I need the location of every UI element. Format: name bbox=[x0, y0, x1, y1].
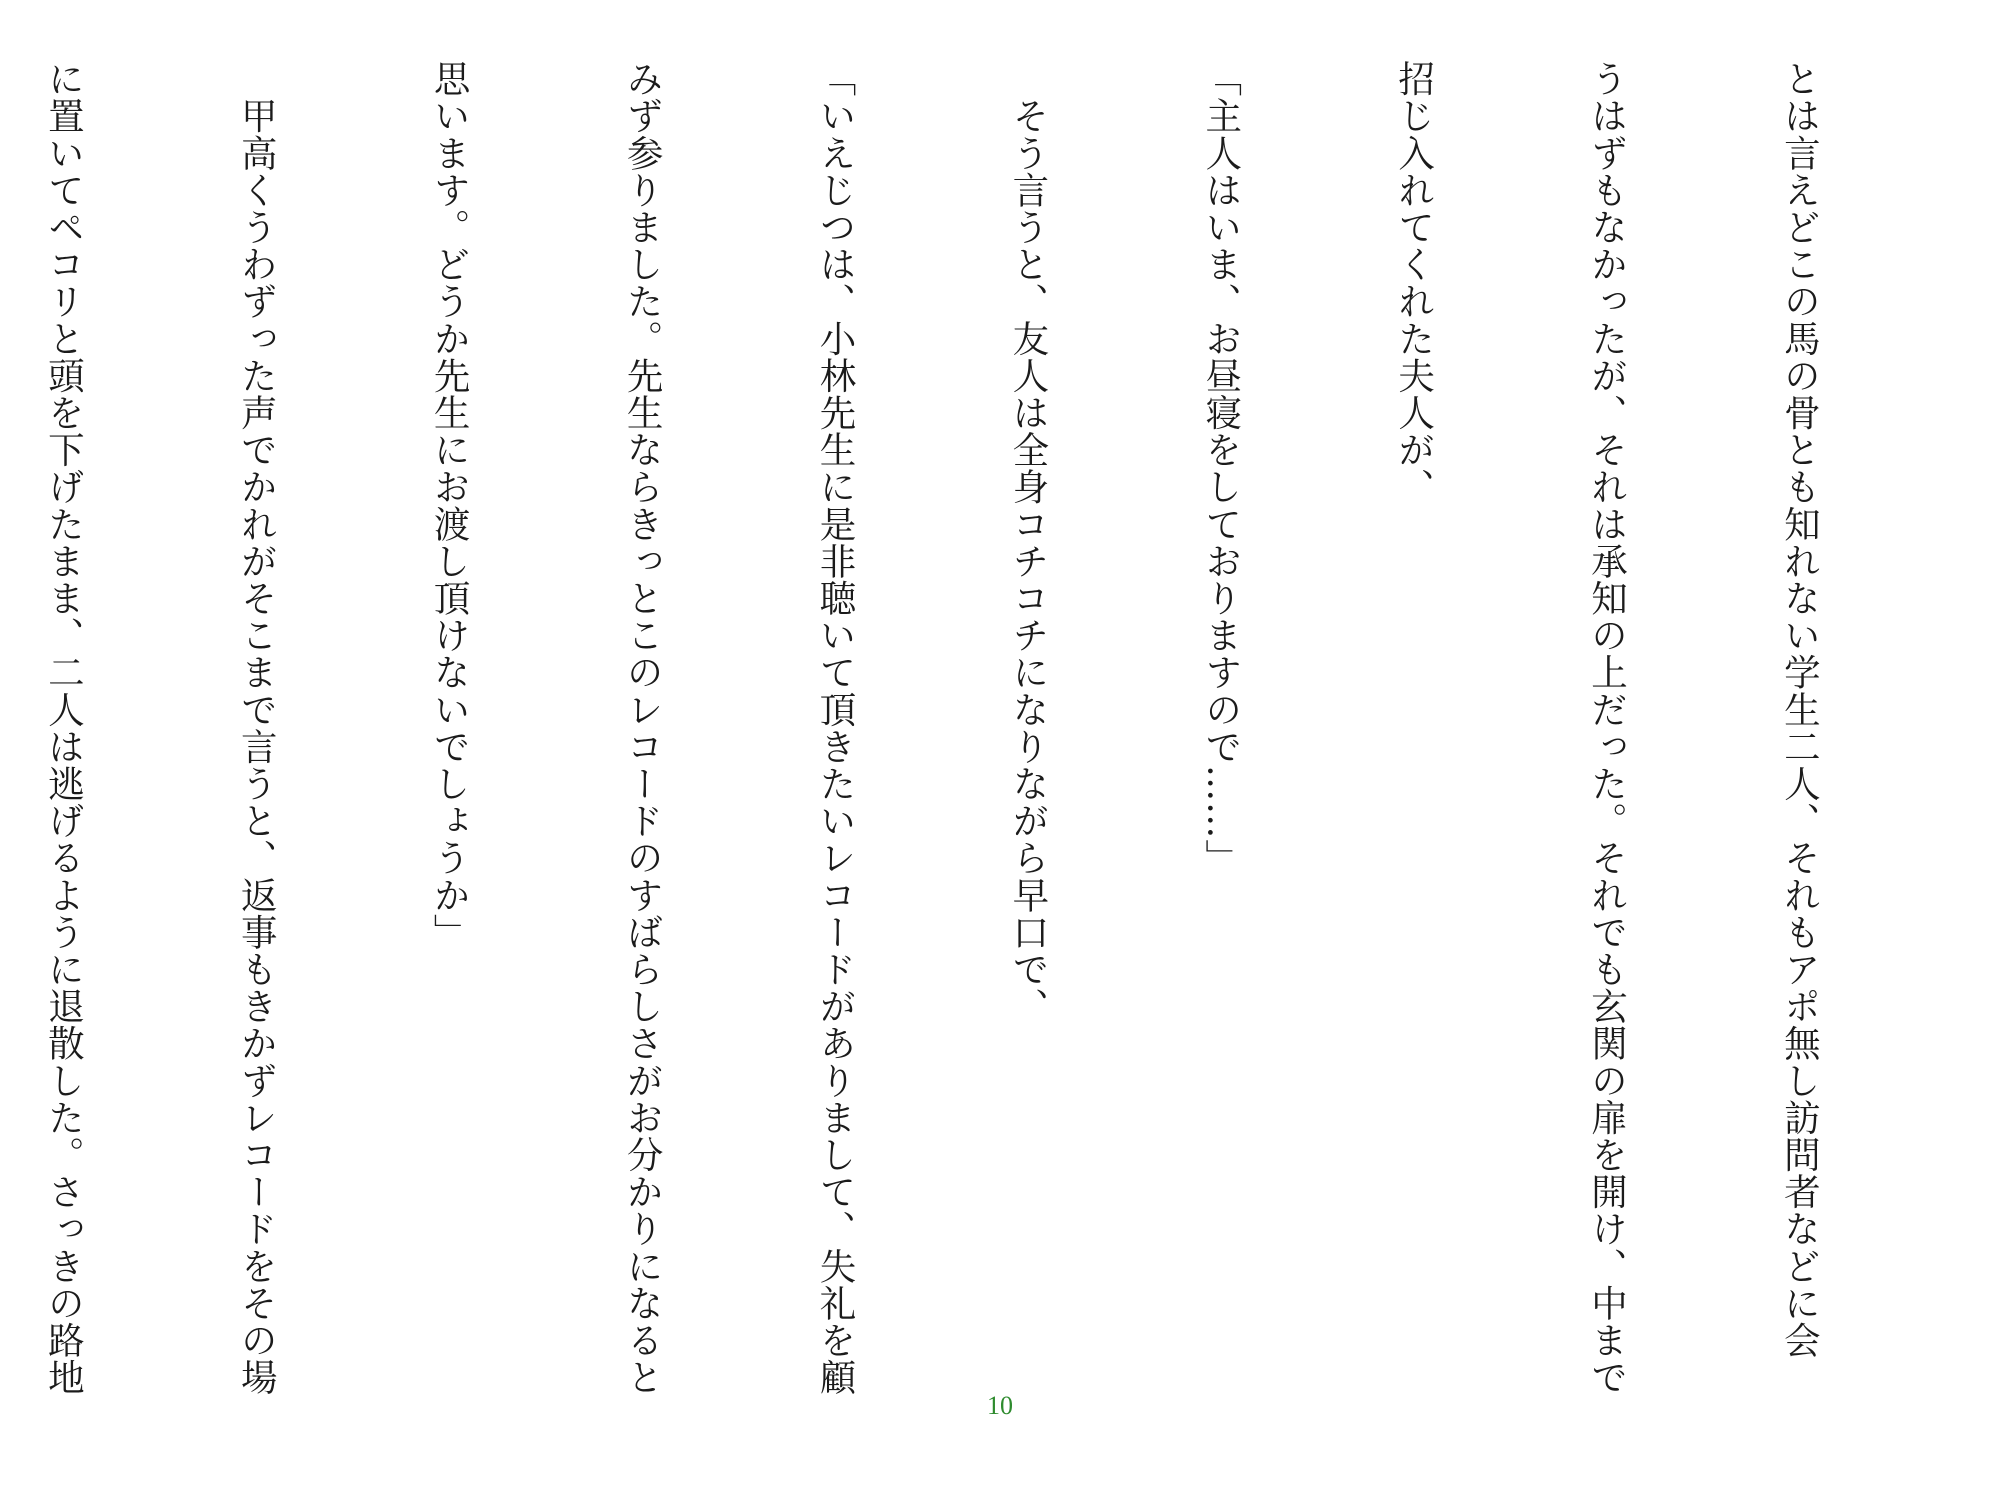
text-line: 招じ入れてくれた夫人が、 bbox=[1392, 60, 1436, 506]
text-line: に置いてペコリと頭を下げたまま、二人は逃げるように退散した。さっきの路地 bbox=[42, 60, 86, 1396]
text-line: うはずもなかったが、それは承知の上だった。それでも玄関の扉を開け、中まで bbox=[1585, 60, 1629, 1396]
text-line: 甲高くうわずった声でかれがそこまで言うと、返事もきかずレコードをその場 bbox=[235, 60, 279, 1396]
vertical-text-body bbox=[0, 60, 1960, 1396]
text-line: 「主人はいま、お昼寝をしておりますので……」 bbox=[1199, 60, 1243, 877]
text-line: とは言えどこの馬の骨とも知れない学生二人、それもアポ無し訪問者などに会 bbox=[1778, 60, 1822, 1359]
page-number: 10 bbox=[987, 1391, 1013, 1420]
text-line: そう言うと、友人は全身コチコチになりながら早口で、 bbox=[1006, 60, 1050, 1025]
text-line: 「いえじつは、小林先生に是非聴いて頂きたいレコードがありまして、失礼を顧 bbox=[813, 60, 857, 1396]
text-line: 思います。どうか先生にお渡し頂けないでしょうか」 bbox=[428, 60, 472, 951]
text-line: みず参りました。先生ならきっとこのレコードのすばらしさがお分かりになると bbox=[621, 60, 665, 1396]
